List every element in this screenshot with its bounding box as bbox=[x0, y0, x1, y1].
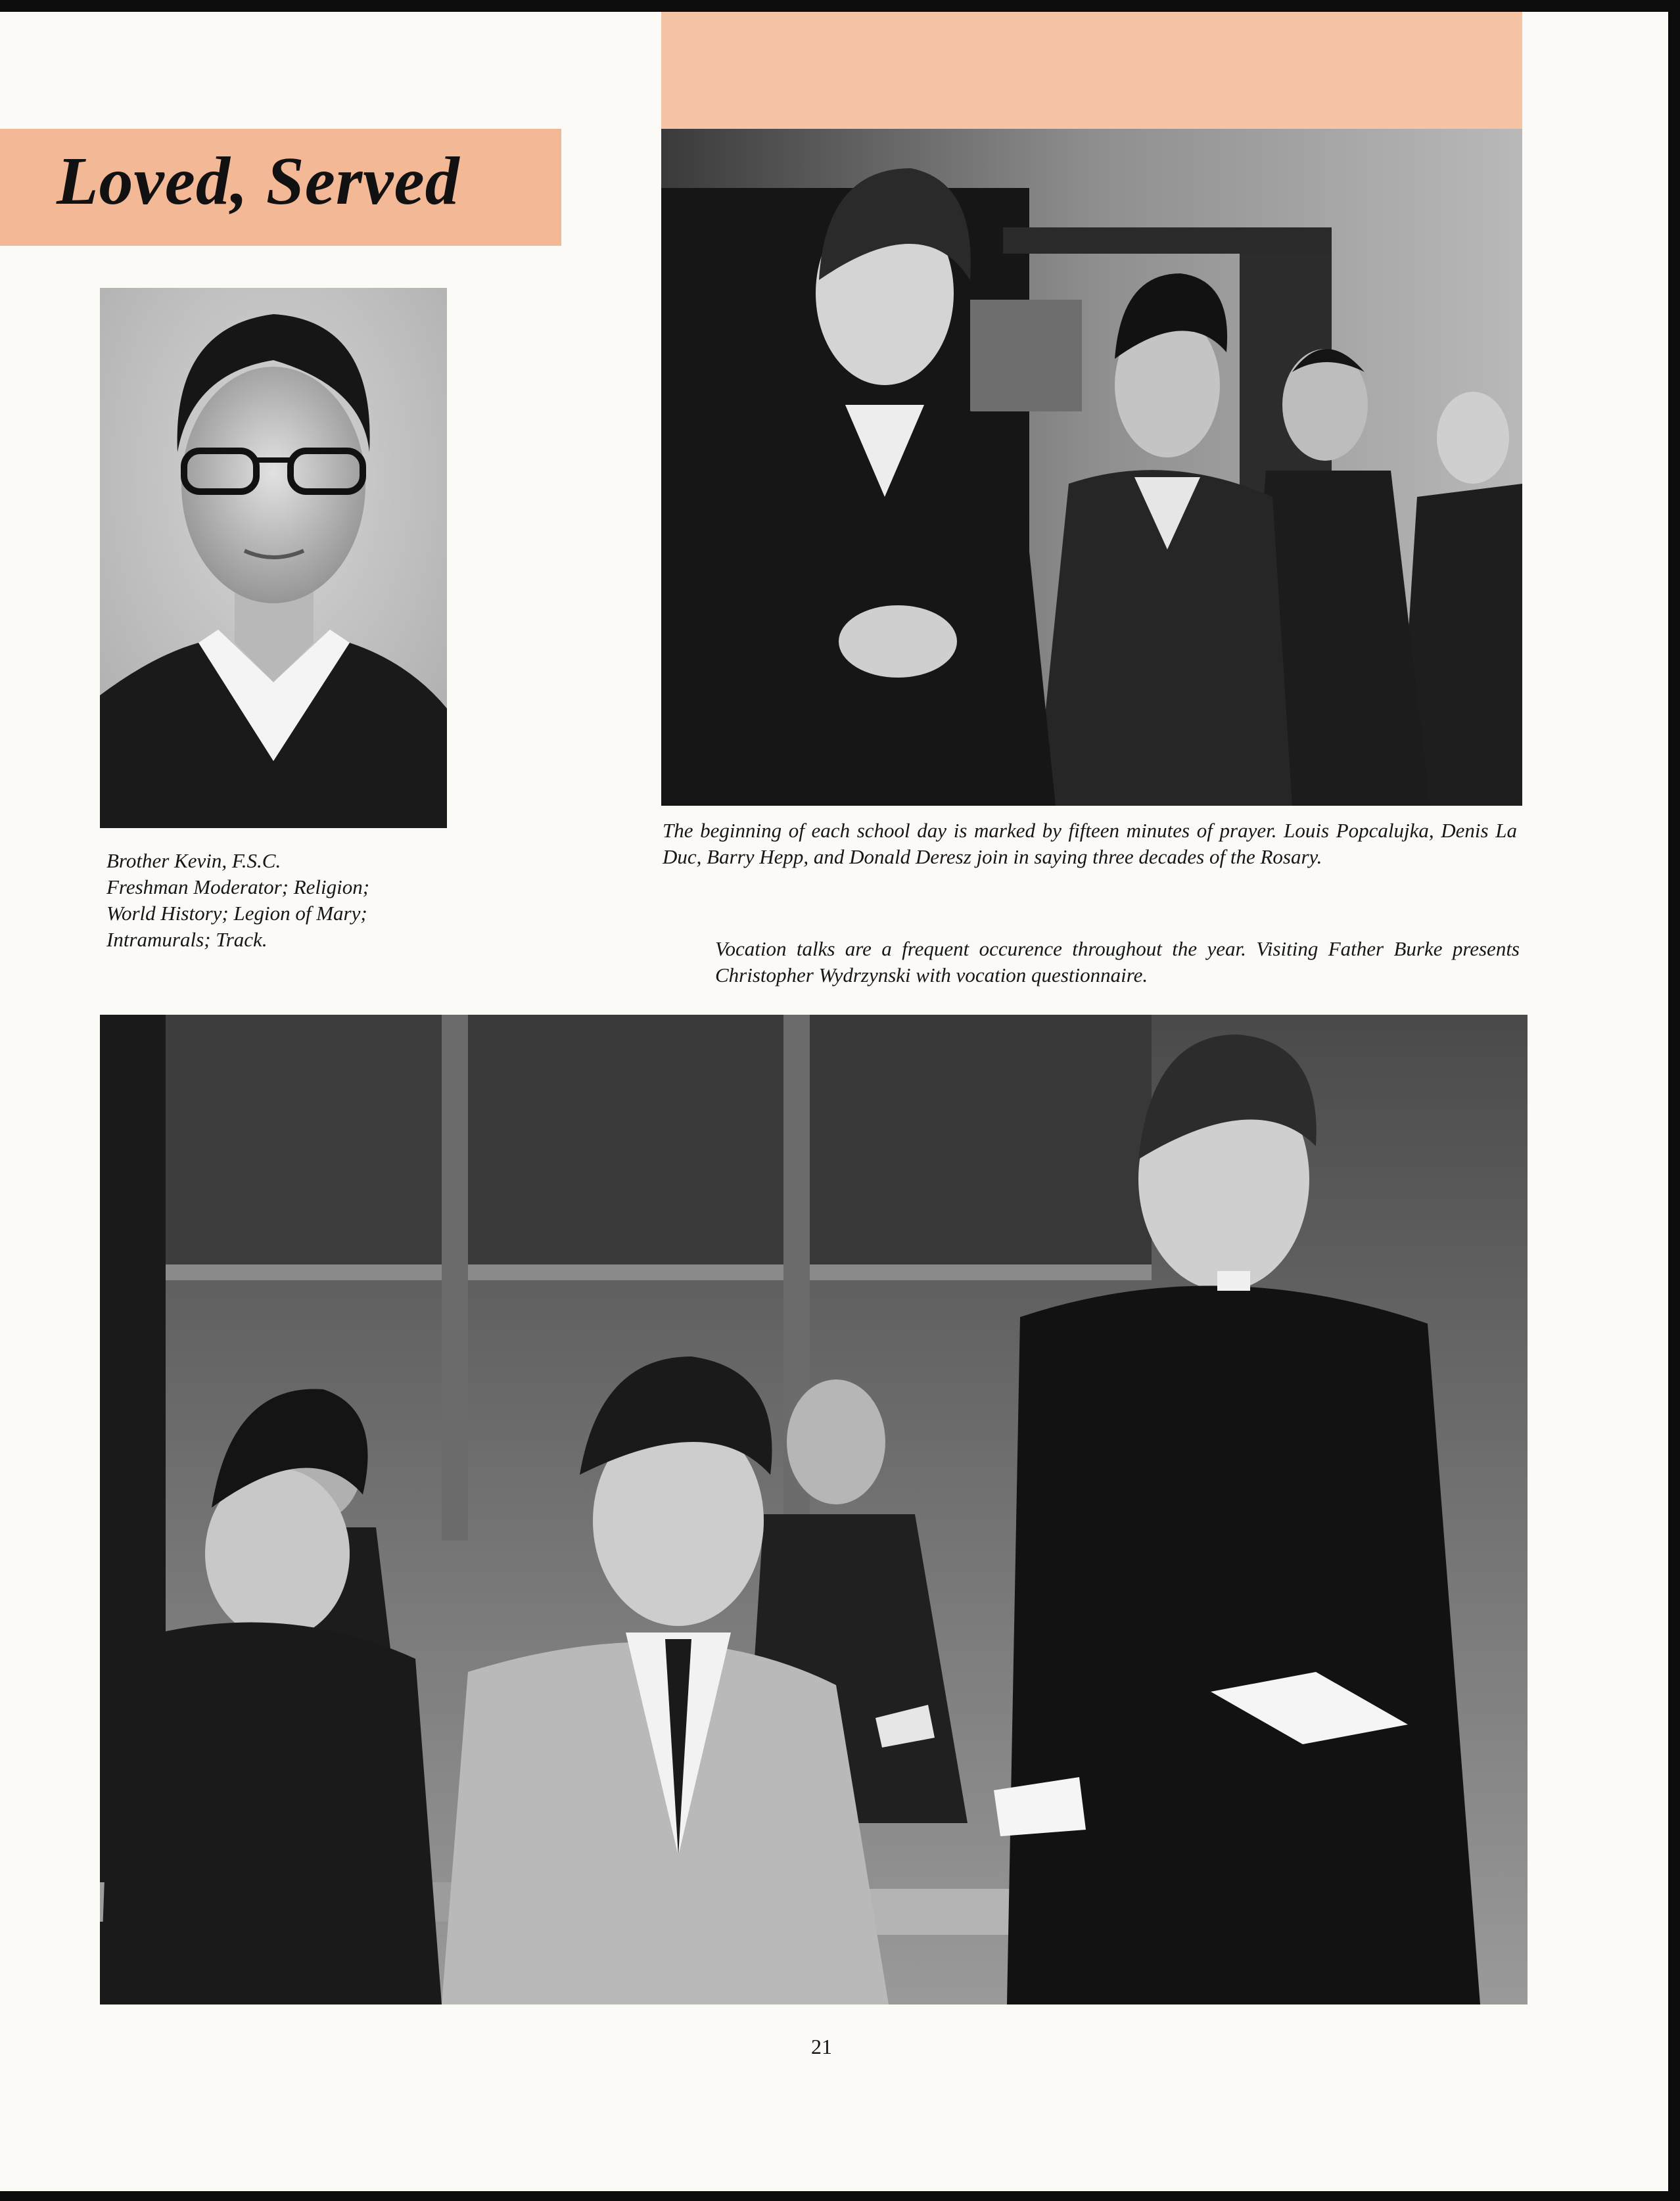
caption-line: Intramurals; Track. bbox=[106, 928, 268, 951]
vocation-caption: Vocation talks are a frequent occurence throughout the year. Visiting Father Burke presents Christopher Wydrzynski with vocation questionnaire. bbox=[715, 937, 1520, 986]
caption-line: World History; Legion of Mary; bbox=[106, 902, 367, 925]
caption-line: Freshman Moderator; Religion; bbox=[106, 875, 370, 898]
caption-line: Brother Kevin, F.S.C. bbox=[106, 849, 281, 872]
portrait-photo bbox=[100, 288, 447, 828]
page-number: 21 bbox=[811, 2035, 832, 2058]
vocation-photo bbox=[100, 1015, 1528, 2004]
portrait-caption bbox=[106, 848, 448, 953]
prayer-photo bbox=[661, 129, 1522, 806]
prayer-caption: The beginning of each school day is marked by fifteen minutes of prayer. Louis Popcalujka, Denis La Duc, Barry Hepp, and Donald Deresz join in saying three decades of the Rosary. bbox=[663, 819, 1517, 868]
page-title: Loved, Served bbox=[57, 143, 460, 219]
accent-band-top bbox=[661, 12, 1522, 129]
